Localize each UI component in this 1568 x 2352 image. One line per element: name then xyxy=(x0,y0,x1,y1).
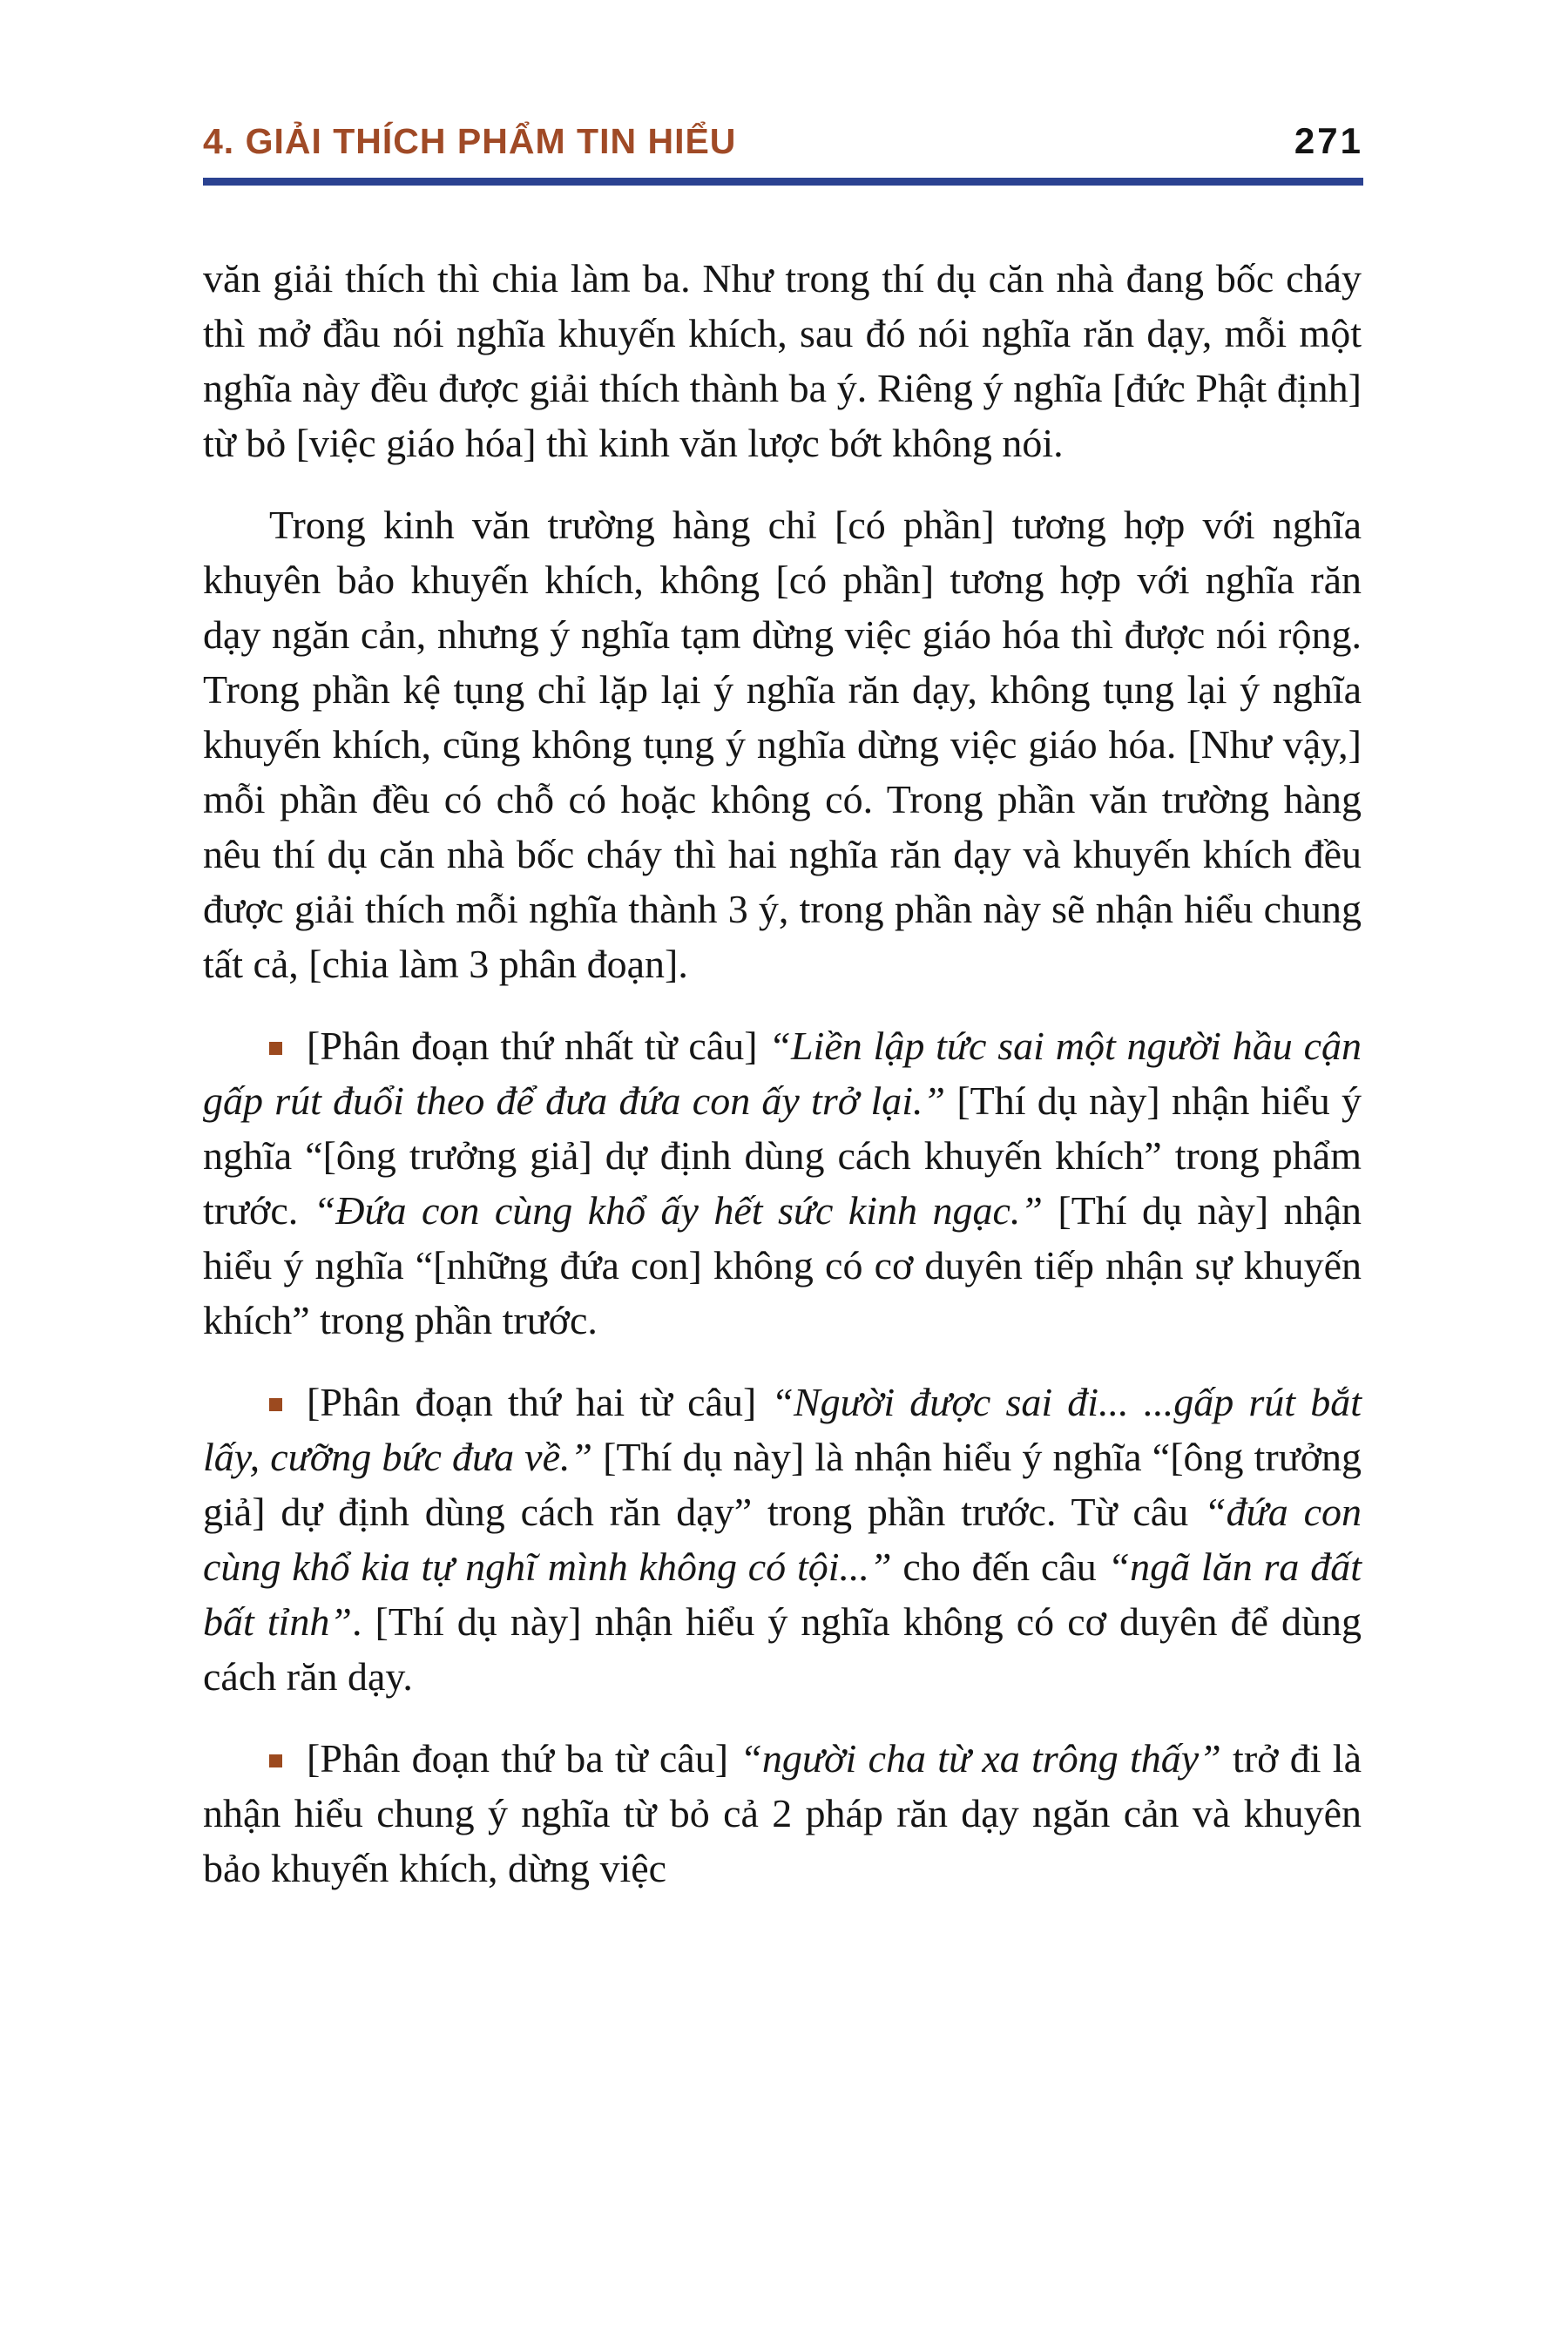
paragraph-intro xyxy=(203,251,1362,470)
bullet-square-icon xyxy=(269,1754,282,1767)
quote-segment: “Người được sai đi... ...gấp rút bắt lấy, cưỡng bức đưa về.” xyxy=(203,1380,1362,1479)
header-row xyxy=(203,120,1363,162)
quote-segment: “đứa con cùng khổ kia tự nghĩ mình không có tội...” xyxy=(203,1490,1362,1589)
paragraph-overview xyxy=(203,497,1362,991)
paragraph-section-three xyxy=(203,1731,1362,1896)
text-segment: . [Thí dụ này] nhận hiểu ý nghĩa không có cơ duyên để dùng cách răn dạy. xyxy=(203,1599,1362,1699)
quote-segment: “Đứa con cùng khổ ấy hết sức kinh ngạc.” xyxy=(313,1188,1043,1233)
page-body xyxy=(203,251,1362,1896)
quote-segment: “ngã lăn ra đất bất tỉnh” xyxy=(203,1544,1362,1644)
text-segment: [Phân đoạn thứ ba từ câu] xyxy=(307,1736,740,1781)
running-head: 4. GIẢI THÍCH PHẨM TIN HIỂU xyxy=(203,121,737,161)
text-segment: trở đi là nhận hiểu chung ý nghĩa từ bỏ cả 2 pháp răn dạy ngăn cản và khuyên bảo khuyến khích, dừng việc xyxy=(203,1736,1362,1890)
quote-segment: “người cha từ xa trông thấy” xyxy=(740,1736,1221,1781)
text-segment: văn giải thích thì chia làm ba. Như trong thí dụ căn nhà đang bốc cháy thì mở đầu nói nghĩa khuyến khích, sau đó nói nghĩa răn dạy, mỗi một nghĩa này đều được giải thích thành ba ý. Riêng ý nghĩa [đức Phật định] từ bỏ [việc giáo hóa] thì kinh văn lược bớt không nói. xyxy=(203,256,1362,465)
text-segment: Trong kinh văn trường hàng chỉ [có phần] tương hợp với nghĩa khuyên bảo khuyến khích, không [có phần] tương hợp với nghĩa răn dạy ngăn cản, nhưng ý nghĩa tạm dừng việc giáo hóa thì được nói rộng. Trong phần kệ tụng chỉ lặp lại ý nghĩa răn dạy, không tụng lại ý nghĩa khuyến khích, cũng không tụng ý nghĩa dừng việc giáo hóa. [Như vậy,] mỗi phần đều có chỗ có hoặc không có. Trong phần văn trường hàng nêu thí dụ căn nhà bốc cháy thì hai nghĩa răn dạy và khuyến khích đều được giải thích mỗi nghĩa thành 3 ý, trong phần này sẽ nhận hiểu chung tất cả, [chia làm 3 phân đoạn]. xyxy=(203,503,1362,986)
text-segment: [Thí dụ này] nhận hiểu ý nghĩa “[ông trưởng giả] dự định dùng cách khuyến khích” trong phẩm trước. xyxy=(203,1078,1362,1233)
text-segment: [Thí dụ này] là nhận hiểu ý nghĩa “[ông trưởng giả] dự định dùng cách răn dạy” trong phần trước. Từ câu xyxy=(203,1435,1362,1534)
header-rule-divider xyxy=(203,178,1363,186)
paragraph-section-one xyxy=(203,1018,1362,1348)
text-segment: [Thí dụ này] nhận hiểu ý nghĩa “[những đứa con] không có cơ duyên tiếp nhận sự khuyến khích” trong phần trước. xyxy=(203,1188,1362,1342)
bullet-square-icon xyxy=(269,1398,282,1411)
text-segment: [Phân đoạn thứ nhất từ câu] xyxy=(307,1024,769,1068)
text-segment: [Phân đoạn thứ hai từ câu] xyxy=(307,1380,772,1424)
quote-segment: “Liền lập tức sai một người hầu cận gấp rút đuổi theo để đưa đứa con ấy trở lại.” xyxy=(203,1024,1362,1123)
page-number: 271 xyxy=(1294,120,1363,161)
text-segment: cho đến câu xyxy=(891,1544,1108,1589)
paragraph-section-two xyxy=(203,1375,1362,1704)
bullet-square-icon xyxy=(269,1042,282,1055)
